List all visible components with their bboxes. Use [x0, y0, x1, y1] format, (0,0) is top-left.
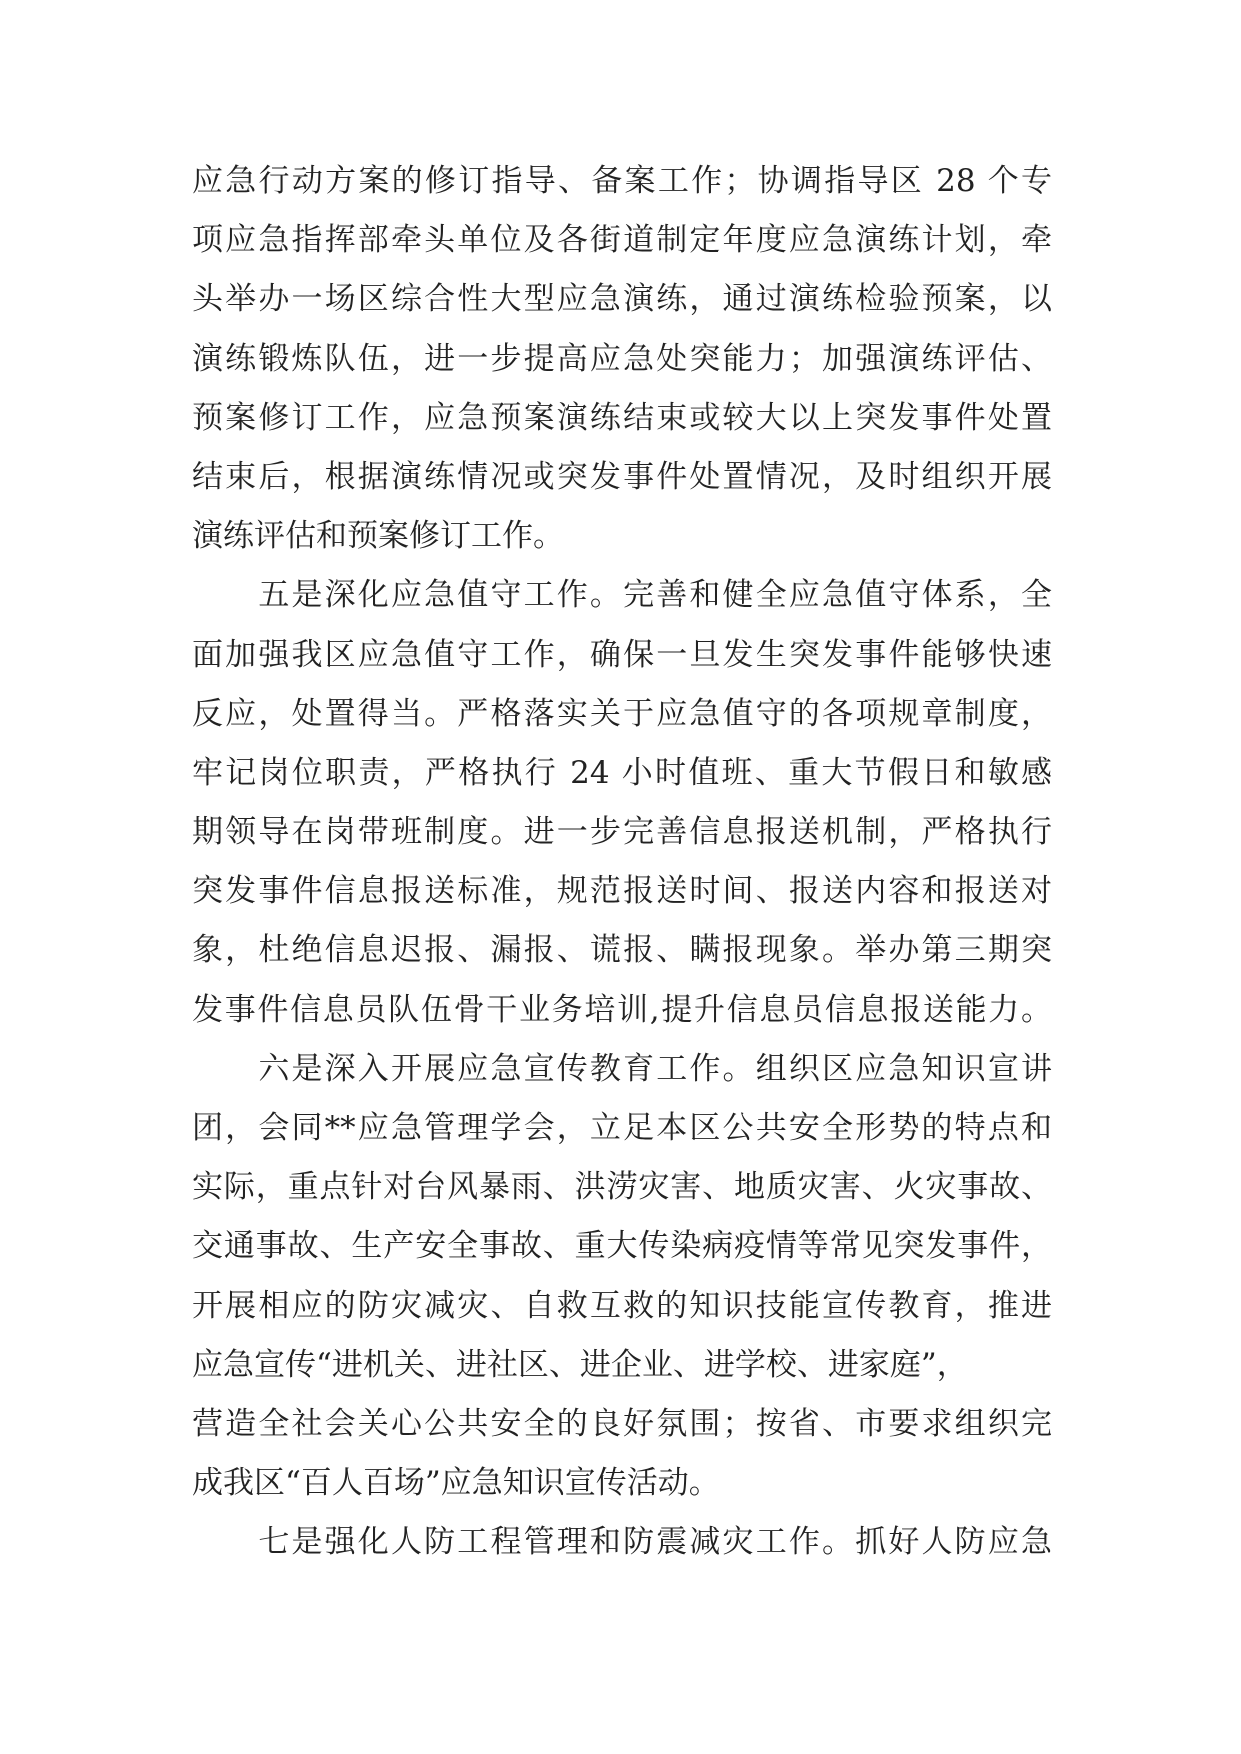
text-line: 头举办一场区综合性大型应急演练，通过演练检验预案，以 [192, 281, 1052, 318]
text-line: 反应，处置得当。严格落实关于应急值守的各项规章制度， [192, 695, 1052, 732]
text-line: 成我区“百人百场”应急知识宣传活动。 [192, 1465, 720, 1502]
text-line: 应急行动方案的修订指导、备案工作；协调指导区 28 个专 [192, 163, 1052, 199]
text-line: 牢记岗位职责，严格执行 24 小时值班、重大节假日和敏感 [192, 754, 1052, 791]
paragraph-start-line: 七是强化人防工程管理和防震减灾工作。抓好人防应急 [192, 1524, 1052, 1561]
text-line: 实际，重点针对台风暴雨、洪涝灾害、地质灾害、火灾事故、 [192, 1169, 1052, 1206]
text-line: 面加强我区应急值守工作，确保一旦发生突发事件能够快速 [192, 636, 1052, 673]
text-line: 营造全社会关心公共安全的良好氛围；按省、市要求组织完 [192, 1405, 1052, 1442]
text-line: 应急宣传“进机关、进社区、进企业、进学校、进家庭”， [192, 1346, 968, 1383]
text-line: 预案修订工作，应急预案演练结束或较大以上突发事件处置 [192, 399, 1052, 436]
text-line: 发事件信息员队伍骨干业务培训,提升信息员信息报送能力。 [192, 991, 1052, 1028]
paragraph-start-line: 五是深化应急值守工作。完善和健全应急值守体系，全 [192, 577, 1052, 614]
text-line: 突发事件信息报送标准，规范报送时间、报送内容和报送对 [192, 873, 1052, 910]
text-line: 期领导在岗带班制度。进一步完善信息报送机制，严格执行 [192, 814, 1052, 851]
text-line: 结束后，根据演练情况或突发事件处置情况，及时组织开展 [192, 458, 1052, 495]
text-line: 演练锻炼队伍，进一步提高应急处突能力；加强演练评估、 [192, 340, 1052, 377]
text-line: 团，会同**应急管理学会，立足本区公共安全形势的特点和 [192, 1110, 1052, 1146]
text-line: 开展相应的防灾减灾、自救互救的知识技能宣传教育，推进 [192, 1287, 1052, 1324]
body-text [192, 152, 1052, 1573]
text-line: 项应急指挥部牵头单位及各街道制定年度应急演练计划，牵 [192, 222, 1052, 259]
text-line: 演练评估和预案修订工作。 [192, 518, 564, 555]
text-line: 象，杜绝信息迟报、漏报、谎报、瞒报现象。举办第三期突 [192, 932, 1052, 969]
paragraph-start-line: 六是深入开展应急宣传教育工作。组织区应急知识宣讲 [192, 1050, 1052, 1087]
text-line: 交通事故、生产安全事故、重大传染病疫情等常见突发事件， [192, 1228, 1052, 1265]
